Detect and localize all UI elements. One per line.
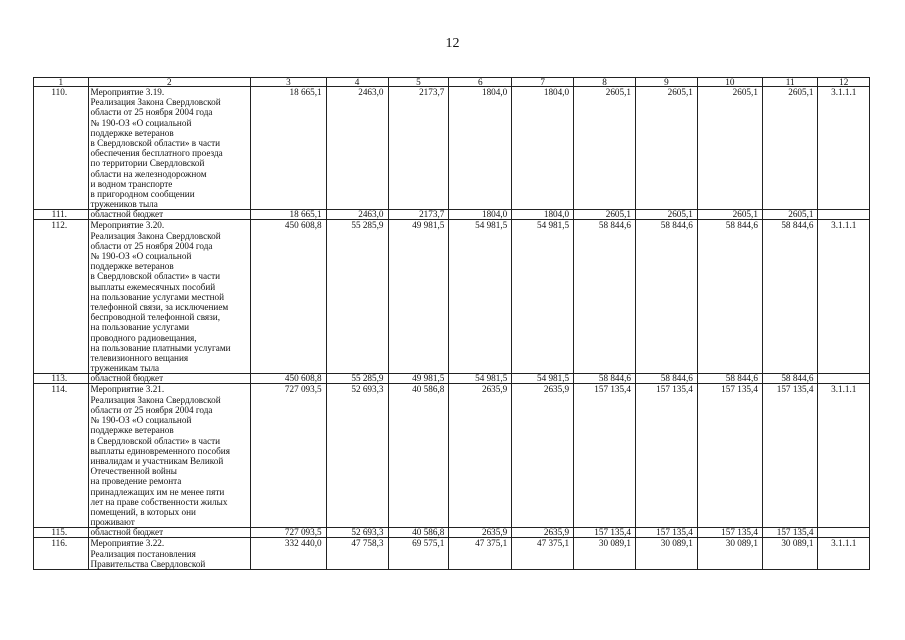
target-code bbox=[818, 528, 870, 538]
header-row bbox=[34, 78, 870, 87]
target-code bbox=[818, 210, 870, 220]
value-cell: 47 375,1 bbox=[512, 538, 574, 570]
value-cell: 2605,1 bbox=[762, 210, 818, 220]
row-number: 114. bbox=[34, 384, 89, 528]
column-header: 5 bbox=[388, 78, 449, 87]
value-cell: 2173,7 bbox=[388, 210, 449, 220]
budget-table bbox=[33, 77, 870, 570]
value-cell: 47 375,1 bbox=[449, 538, 512, 570]
value-cell: 58 844,6 bbox=[697, 220, 762, 374]
value-cell: 157 135,4 bbox=[574, 384, 636, 528]
value-cell: 69 575,1 bbox=[388, 538, 449, 570]
value-cell: 450 608,8 bbox=[251, 374, 327, 384]
value-cell: 727 093,5 bbox=[251, 384, 327, 528]
column-header: 8 bbox=[574, 78, 636, 87]
value-cell: 58 844,6 bbox=[574, 374, 636, 384]
table-row bbox=[34, 528, 870, 538]
value-cell: 157 135,4 bbox=[574, 528, 636, 538]
table-row bbox=[34, 210, 870, 220]
value-cell: 30 089,1 bbox=[697, 538, 762, 570]
value-cell: 332 440,0 bbox=[251, 538, 327, 570]
column-header: 12 bbox=[818, 78, 870, 87]
table-body bbox=[34, 87, 870, 570]
value-cell: 54 981,5 bbox=[449, 220, 512, 374]
target-code: 3.1.1.1 bbox=[818, 87, 870, 210]
target-code bbox=[818, 374, 870, 384]
row-description: Мероприятие 3.21. Реализация Закона Свердловской области от 25 ноября 2004 года № 190-ОЗ «О социальной поддержке ветеранов в Свердловской области» в части выплаты единовременного пособия инвалидам и участникам Великой Отечественной войны на проведение ремонта принадлежащих им не менее пяти лет на праве собственности жилых помещений, в которых они проживают bbox=[88, 384, 251, 528]
row-number: 110. bbox=[34, 87, 89, 210]
row-description: Мероприятие 3.19. Реализация Закона Свердловской области от 25 ноября 2004 года № 190-ОЗ «О социальной поддержке ветеранов в Свердловской области» в части обеспечения бесплатного проезда по территории Свердловской области на железнодорожном и водном транспорте в пригородном сообщении тружеников тыла bbox=[88, 87, 251, 210]
value-cell: 49 981,5 bbox=[388, 220, 449, 374]
value-cell: 2605,1 bbox=[697, 210, 762, 220]
row-number: 115. bbox=[34, 528, 89, 538]
value-cell: 2605,1 bbox=[697, 87, 762, 210]
value-cell: 2605,1 bbox=[574, 210, 636, 220]
column-header: 4 bbox=[326, 78, 388, 87]
value-cell: 157 135,4 bbox=[697, 528, 762, 538]
value-cell: 1804,0 bbox=[449, 87, 512, 210]
column-header: 9 bbox=[636, 78, 698, 87]
value-cell: 2635,9 bbox=[449, 528, 512, 538]
value-cell: 1804,0 bbox=[512, 210, 574, 220]
value-cell: 157 135,4 bbox=[636, 384, 698, 528]
target-code: 3.1.1.1 bbox=[818, 538, 870, 570]
value-cell: 2463,0 bbox=[326, 87, 388, 210]
row-number: 116. bbox=[34, 538, 89, 570]
table-row bbox=[34, 220, 870, 374]
column-header: 1 bbox=[34, 78, 89, 87]
row-description: Мероприятие 3.22. Реализация постановления Правительства Свердловской bbox=[88, 538, 251, 570]
row-description: областной бюджет bbox=[88, 528, 251, 538]
target-code: 3.1.1.1 bbox=[818, 220, 870, 374]
table-row bbox=[34, 384, 870, 528]
value-cell: 58 844,6 bbox=[762, 220, 818, 374]
value-cell: 54 981,5 bbox=[512, 374, 574, 384]
value-cell: 40 586,8 bbox=[388, 528, 449, 538]
value-cell: 40 586,8 bbox=[388, 384, 449, 528]
row-description: Мероприятие 3.20. Реализация Закона Свердловской области от 25 ноября 2004 года № 190-ОЗ «О социальной поддержке ветеранов в Свердловской области» в части выплаты ежемесячных пособий на пользование услугами местной телефонной связи, за исключением беспроводной телефонной связи, на пользование услугами проводного радиовещания, на пользование платными услугами телевизионного вещания труженикам тыла bbox=[88, 220, 251, 374]
value-cell: 2605,1 bbox=[574, 87, 636, 210]
value-cell: 55 285,9 bbox=[326, 220, 388, 374]
table-row bbox=[34, 538, 870, 570]
value-cell: 2635,9 bbox=[512, 384, 574, 528]
row-number: 111. bbox=[34, 210, 89, 220]
value-cell: 30 089,1 bbox=[636, 538, 698, 570]
target-code: 3.1.1.1 bbox=[818, 384, 870, 528]
page-number: 12 bbox=[445, 36, 460, 51]
value-cell: 2605,1 bbox=[636, 210, 698, 220]
value-cell: 58 844,6 bbox=[762, 374, 818, 384]
value-cell: 2635,9 bbox=[449, 384, 512, 528]
value-cell: 30 089,1 bbox=[574, 538, 636, 570]
value-cell: 157 135,4 bbox=[636, 528, 698, 538]
column-header: 2 bbox=[88, 78, 251, 87]
column-header: 3 bbox=[251, 78, 327, 87]
row-description: областной бюджет bbox=[88, 374, 251, 384]
value-cell: 727 093,5 bbox=[251, 528, 327, 538]
value-cell: 58 844,6 bbox=[574, 220, 636, 374]
value-cell: 58 844,6 bbox=[636, 374, 698, 384]
value-cell: 49 981,5 bbox=[388, 374, 449, 384]
value-cell: 2173,7 bbox=[388, 87, 449, 210]
value-cell: 58 844,6 bbox=[697, 374, 762, 384]
value-cell: 52 693,3 bbox=[326, 384, 388, 528]
value-cell: 1804,0 bbox=[449, 210, 512, 220]
value-cell: 2605,1 bbox=[762, 87, 818, 210]
value-cell: 2605,1 bbox=[636, 87, 698, 210]
value-cell: 2463,0 bbox=[326, 210, 388, 220]
table-row bbox=[34, 374, 870, 384]
value-cell: 18 665,1 bbox=[251, 210, 327, 220]
column-header: 6 bbox=[449, 78, 512, 87]
value-cell: 30 089,1 bbox=[762, 538, 818, 570]
column-header: 10 bbox=[697, 78, 762, 87]
value-cell: 58 844,6 bbox=[636, 220, 698, 374]
value-cell: 157 135,4 bbox=[697, 384, 762, 528]
row-number: 113. bbox=[34, 374, 89, 384]
value-cell: 157 135,4 bbox=[762, 528, 818, 538]
row-number: 112. bbox=[34, 220, 89, 374]
value-cell: 450 608,8 bbox=[251, 220, 327, 374]
value-cell: 54 981,5 bbox=[512, 220, 574, 374]
column-header: 7 bbox=[512, 78, 574, 87]
value-cell: 52 693,3 bbox=[326, 528, 388, 538]
value-cell: 54 981,5 bbox=[449, 374, 512, 384]
column-header: 11 bbox=[762, 78, 818, 87]
value-cell: 157 135,4 bbox=[762, 384, 818, 528]
row-description: областной бюджет bbox=[88, 210, 251, 220]
value-cell: 18 665,1 bbox=[251, 87, 327, 210]
value-cell: 1804,0 bbox=[512, 87, 574, 210]
value-cell: 2635,9 bbox=[512, 528, 574, 538]
table-row bbox=[34, 87, 870, 210]
value-cell: 55 285,9 bbox=[326, 374, 388, 384]
value-cell: 47 758,3 bbox=[326, 538, 388, 570]
